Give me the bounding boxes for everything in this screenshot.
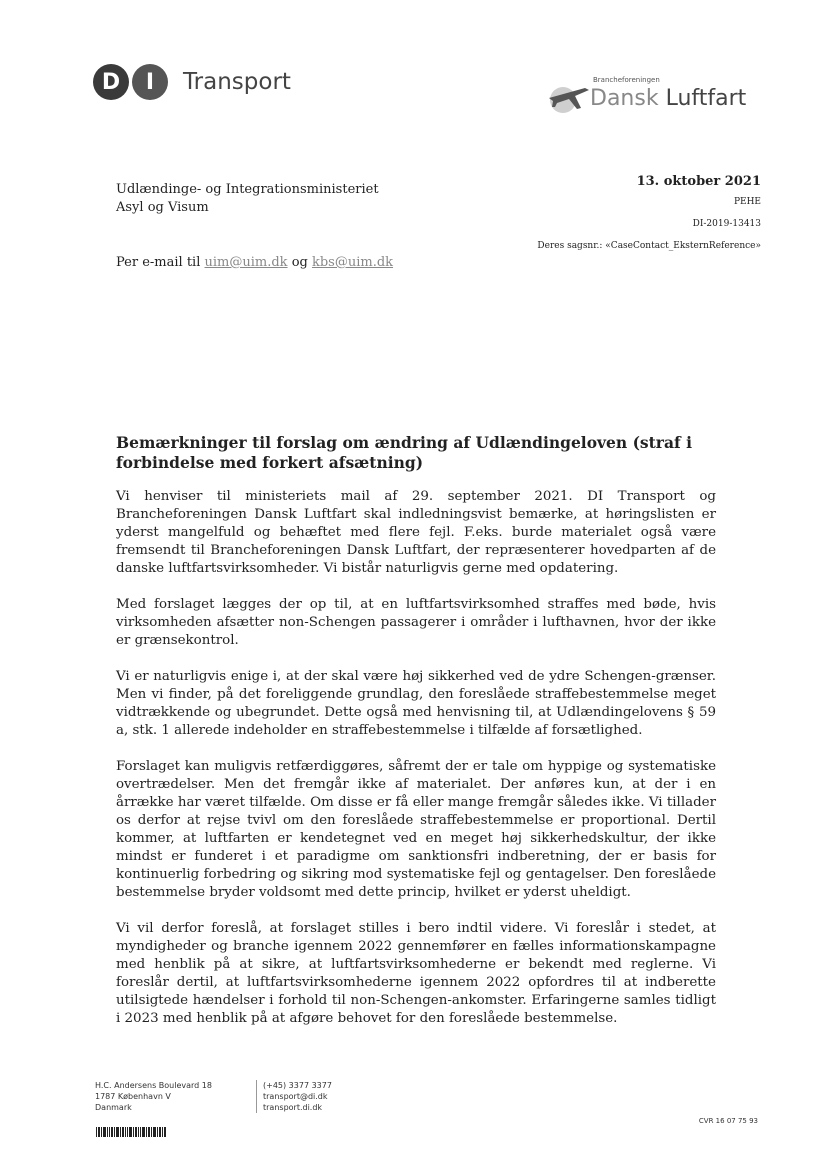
barcode-icon xyxy=(96,1127,166,1137)
email-line xyxy=(116,255,393,270)
letter-date: 13. oktober 2021 xyxy=(636,174,761,189)
footer-cvr: CVR 16 07 75 93 xyxy=(698,1117,758,1125)
case-reference: Deres sagsnr.: «CaseContact_EksternReference» xyxy=(537,241,761,251)
dl-logo-name: Dansk Luftfart xyxy=(590,86,747,111)
dansk-luftfart-logo xyxy=(545,72,765,117)
recipient-line-2: Asyl og Visum xyxy=(116,200,209,215)
letter-heading: Bemærkninger til forslag om ændring af Udlændingeloven (straf i forbindelse med forkert afsætning) xyxy=(116,433,692,472)
email-joiner: og xyxy=(291,255,308,270)
email-prefix: Per e-mail til xyxy=(116,255,201,270)
footer-contact xyxy=(256,1080,332,1113)
paragraph: Forslaget kan muligvis retfærdiggøres, såfremt der er tale om hyppige og systematiske overtrædelser. Men det fremgår ikke af materialet. Der anføres kun, at der i en årrække har været tilfælde. Om disse er få eller mange fremgår således ikke. Vi tillader os derfor at rejse tvivl om den foreslåede straffebestemmelse er proportional. Dertil kommer, at luftfarten er kendetegnet ved en meget høj sikkerhedskultur, der ikke mindst er funderet i et paradigme om sanktionsfri indberetning, der er basis for kontinuerlig forbedring og sikring mod systematiske fejl og gentagelser. Den foreslåede bestemmelse bryder voldsomt med dette princip, hvilket er yderst uheldigt. xyxy=(116,759,716,900)
recipient-line-1: Udlændinge- og Integrationsministeriet xyxy=(116,182,379,197)
paragraph: Vi vil derfor foreslå, at forslaget stilles i bero indtil videre. Vi foreslår i stedet, at myndigheder og branche igennem 2022 gennemfører en fælles informationskampagne med henblik på at sikre, at luftfartsvirksomhederne er bekendt med reglerne. Vi foreslår dertil, at luftfartsvirksomhederne igennem 2022 opfordres til at indberette utilsigtede hændelser i forhold til non-Schengen-ankomster. Erfaringerne samles tidligt i 2023 med henblik på at afgøre behovet for den foreslåede bestemmelse. xyxy=(116,921,716,1026)
di-logo-text: Transport xyxy=(183,69,291,95)
di-logo-d: D xyxy=(93,64,129,100)
footer-website[interactable]: transport.di.dk xyxy=(263,1103,323,1112)
dl-logo-small: Brancheforeningen xyxy=(593,76,660,84)
footer-phone: (+45) 3377 3377 xyxy=(263,1081,332,1090)
paragraph: Vi henviser til ministeriets mail af 29. september 2021. DI Transport og Brancheforeningen Dansk Luftfart skal indledningsvist bemærke, at høringslisten er yderst mangelfuld og behæftet med flere fejl. F.eks. burde materialet også være fremsendt til Brancheforeningen Dansk Luftfart, der repræsenterer hovedparten af de danske luftfartsvirksomheder. Vi bistår naturligvis gerne med opdatering. xyxy=(116,489,716,576)
letter-body xyxy=(116,488,716,1046)
email-link-kbs[interactable]: kbs@uim.dk xyxy=(311,255,394,270)
sender-initials: PEHE xyxy=(733,197,761,207)
footer-email[interactable]: transport@di.dk xyxy=(263,1092,328,1101)
reference-number: DI-2019-13413 xyxy=(692,219,761,229)
di-logo-i: I xyxy=(132,64,168,100)
recipient-address xyxy=(116,181,379,217)
footer-address: H.C. Andersens Boulevard 18 1787 København V Danmark xyxy=(95,1081,212,1112)
paragraph: Vi er naturligvis enige i, at der skal være høj sikkerhed ved de ydre Schengen-grænser. Men vi finder, på det foreliggende grundlag, den foreslåede straffebestemmelse meget vidtrækkende og ubegrundet. Dette også med henvisning til, at Udlændingelovens § 59 a, stk. 1 allerede indeholder en straffebestemmelse i tilfælde af forsætlighed. xyxy=(116,669,716,738)
airplane-icon xyxy=(545,78,591,114)
email-link-uim[interactable]: uim@uim.dk xyxy=(204,255,288,270)
letter-meta xyxy=(537,173,761,257)
di-transport-logo xyxy=(93,62,291,102)
paragraph: Med forslaget lægges der op til, at en luftfartsvirksomhed straffes med bøde, hvis virksomheden afsætter non-Schengen passagerer i områder i lufthavnen, hvor der ikke er grænsekontrol. xyxy=(116,597,716,648)
